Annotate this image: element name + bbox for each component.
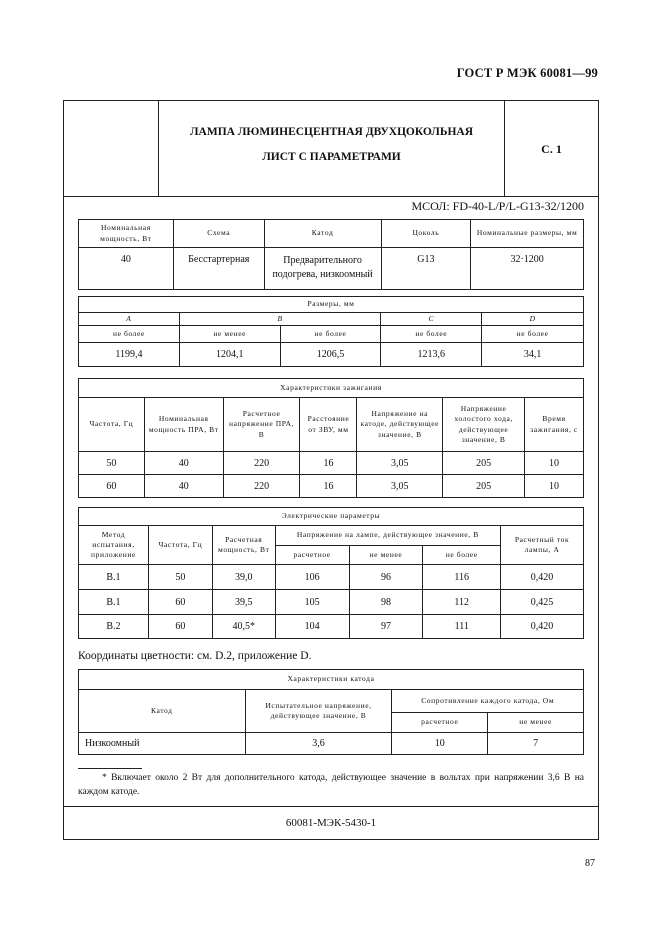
table-cell: 16 (300, 452, 357, 475)
table-cell: 1199,4 (79, 343, 180, 367)
table-header: Номинальные размеры, мм (471, 220, 584, 248)
table-cell: 1213,6 (381, 343, 482, 367)
dimension-letter: C (381, 313, 482, 326)
table-header: Частота, Гц (148, 526, 212, 565)
table-header: Схема (173, 220, 264, 248)
dimensions-table (78, 296, 584, 367)
table-cell: 0,420 (501, 565, 584, 590)
lamp-designation: МСОЛ: FD-40-L/P/L-G13-32/1200 (411, 199, 584, 213)
table-cell: 10 (525, 475, 584, 498)
table-cell: 3,05 (357, 475, 443, 498)
table-cell: 105 (275, 590, 349, 615)
table-cell: 1204,1 (179, 343, 280, 367)
table-row (79, 615, 584, 639)
ignition-table (78, 378, 584, 498)
table-header: Метод испытания, приложение (79, 526, 149, 565)
table-cell: 50 (148, 565, 212, 590)
table-cell: 0,420 (501, 615, 584, 639)
table-cell: 0,425 (501, 590, 584, 615)
table-row (79, 733, 584, 755)
table-cell: 111 (423, 615, 501, 639)
table-cell: 60 (79, 475, 145, 498)
table-header: Номинальная мощность, Вт (79, 220, 174, 248)
table-cell: 32·1200 (471, 248, 584, 290)
electrical-parameters-table (78, 507, 584, 639)
table-cell: 3,6 (245, 733, 392, 755)
chromaticity-note: Координаты цветности: см. D.2, приложение D. (78, 650, 312, 662)
table-cell: 97 (349, 615, 423, 639)
limit-label: не более (381, 326, 482, 343)
page-number: 87 (585, 858, 595, 869)
footnote: * Включает около 2 Вт для дополнительного катода, действующее значение в вольтах при напряжении 3,6 В на каждом катоде. (78, 773, 584, 797)
table-cell: 16 (300, 475, 357, 498)
table-cell: 1206,5 (280, 343, 381, 367)
table-cell: 40 (144, 452, 223, 475)
table-cell: B.1 (79, 590, 149, 615)
table-cell: 40,5* (212, 615, 275, 639)
table-header: Цоколь (381, 220, 471, 248)
lamp-general-table (78, 219, 584, 290)
sheet-subtitle: ЛИСТ С ПАРАМЕТРАМИ (262, 151, 401, 163)
table-cell: 104 (275, 615, 349, 639)
table-cell: 96 (349, 565, 423, 590)
table-title: Размеры, мм (79, 297, 584, 313)
table-cell: 112 (423, 590, 501, 615)
table-header: Напряжение холостого хода, действующее значение, В (443, 398, 525, 452)
table-cell: Бесстартерная (173, 248, 264, 290)
table-cell: B.2 (79, 615, 149, 639)
table-cell: 10 (525, 452, 584, 475)
limit-label: не более (79, 326, 180, 343)
table-header: Катод (264, 220, 381, 248)
table-cell: 98 (349, 590, 423, 615)
table-subheader: не менее (349, 546, 423, 565)
table-title: Электрические параметры (79, 508, 584, 526)
table-subheader: не менее (488, 713, 584, 733)
table-header: Расчетное напряжение ПРА, В (223, 398, 300, 452)
table-cell: 106 (275, 565, 349, 590)
dimension-letter: A (79, 313, 180, 326)
dimension-letter: D (482, 313, 584, 326)
table-subheader: расчетное (275, 546, 349, 565)
table-title: Характеристики зажигания (79, 379, 584, 398)
limit-label: не более (280, 326, 381, 343)
standard-number: ГОСТ Р МЭК 60081—99 (456, 66, 598, 80)
table-cell: 50 (79, 452, 145, 475)
table-cell: G13 (381, 248, 471, 290)
footer-divider (63, 806, 599, 807)
cathode-table (78, 669, 584, 755)
table-cell: 205 (443, 452, 525, 475)
table-cell: 39,5 (212, 590, 275, 615)
table-cell: 205 (443, 475, 525, 498)
table-header: Катод (79, 690, 246, 733)
table-subheader: расчетное (392, 713, 488, 733)
table-subheader: не более (423, 546, 501, 565)
table-cell: 3,05 (357, 452, 443, 475)
table-cell: Низкоомный (79, 733, 246, 755)
table-header: Номинальная мощность ПРА, Вт (144, 398, 223, 452)
table-header: Время зажигания, с (525, 398, 584, 452)
table-header: Напряжение на лампе, действующее значение, В (275, 526, 500, 546)
sheet-page-label: С. 1 (541, 142, 562, 156)
table-cell: B.1 (79, 565, 149, 590)
table-title: Характеристики катода (79, 670, 584, 690)
table-header: Испытательное напряжение, действующее значение, В (245, 690, 392, 733)
table-cell: 34,1 (482, 343, 584, 367)
table-cell: 116 (423, 565, 501, 590)
table-cell: 60 (148, 590, 212, 615)
table-cell: 10 (392, 733, 488, 755)
table-row (79, 590, 584, 615)
table-row (79, 452, 584, 475)
sheet-header (63, 100, 599, 197)
table-cell: Предварительного подогрева, низкоомный (264, 248, 381, 290)
table-cell: 40 (79, 248, 174, 290)
table-cell: 7 (488, 733, 584, 755)
table-header: Частота, Гц (79, 398, 145, 452)
footnote-rule (78, 768, 142, 769)
table-header: Расчетный ток лампы, А (501, 526, 584, 565)
table-header: Напряжение на катоде, действующее значение, В (357, 398, 443, 452)
table-row (79, 475, 584, 498)
dimension-letter: B (179, 313, 381, 326)
table-cell: 220 (223, 452, 300, 475)
sheet-code: 60081-МЭК-5430-1 (285, 817, 377, 829)
header-divider-left (158, 100, 159, 196)
table-row (79, 565, 584, 590)
limit-label: не более (482, 326, 584, 343)
limit-label: не менее (179, 326, 280, 343)
table-cell: 40 (144, 475, 223, 498)
table-header: Расстояние от ЗВУ, мм (300, 398, 357, 452)
table-cell: 220 (223, 475, 300, 498)
table-cell: 39,0 (212, 565, 275, 590)
sheet-title: ЛАМПА ЛЮМИНЕСЦЕНТНАЯ ДВУХЦОКОЛЬНАЯ (189, 126, 474, 138)
table-header: Расчетная мощность, Вт (212, 526, 275, 565)
table-cell: 60 (148, 615, 212, 639)
table-header: Сопротивление каждого катода, Ом (392, 690, 584, 713)
